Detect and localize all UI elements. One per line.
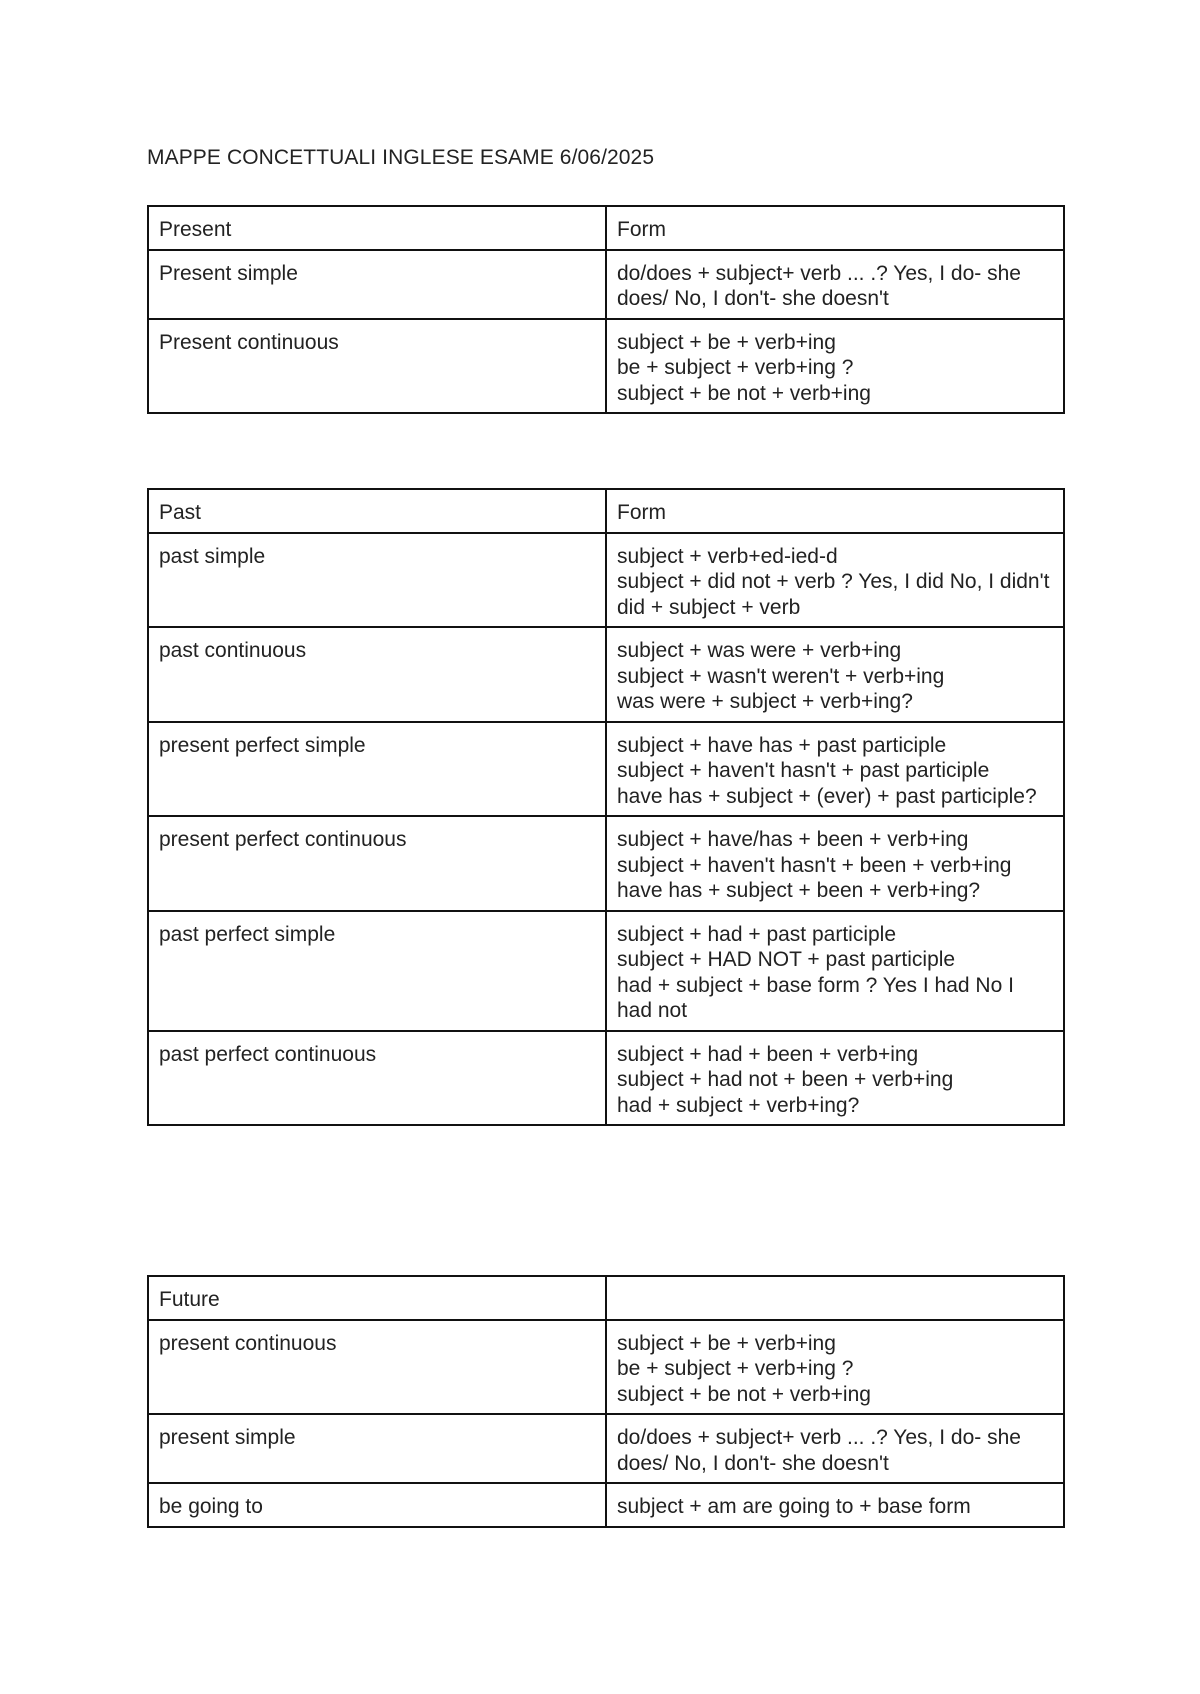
form-line: subject + be + verb+ing [617,1331,836,1355]
past-tenses-table [147,488,1065,1126]
form-line: subject + be not + verb+ing [617,1382,871,1406]
form-line: subject + had not + been + verb+ing [617,1068,954,1091]
form-cell [606,533,1064,628]
header-form-cell: Form [606,206,1064,250]
form-line: did + subject + verb [617,595,801,619]
form-line: subject + wasn't weren't + verb+ing [617,664,945,688]
tense-name-cell: past perfect simple [148,911,606,1031]
form-cell [606,722,1064,817]
present-tenses-table [147,205,1065,414]
tense-name-cell: past simple [148,533,606,628]
form-cell [606,1414,1064,1483]
document-title: MAPPE CONCETTUALI INGLESE ESAME 6/06/2025 [147,146,655,169]
form-line: have has + subject + (ever) + past participle? [617,784,1037,808]
form-line: subject + verb+ed-ied-d [617,544,838,568]
form-line: subject + HAD NOT + past participle [617,948,956,971]
tense-name-cell: present continuous [148,1320,606,1415]
header-form-cell: Form [606,489,1064,533]
header-form-cell [606,1276,1064,1320]
form-line: subject + haven't hasn't + been + verb+ing [617,853,1012,877]
form-line: subject + haven't hasn't + past participle [617,759,990,782]
table-row [148,1414,1064,1483]
table-row [148,627,1064,722]
form-line: subject + did not + verb ? Yes, I did No, I didn't [617,570,1050,593]
form-line: subject + be + verb+ing [617,330,836,354]
form-line: had + subject + base form ? Yes I had No I had not [617,973,1014,1022]
form-line: do/does + subject+ verb ... .? Yes, I do- she does/ No, I don't- she doesn't [617,261,1021,310]
table-row [148,1483,1064,1527]
form-cell [606,1031,1064,1126]
table-row [148,816,1064,911]
form-cell [606,911,1064,1031]
tense-name-cell: past continuous [148,627,606,722]
form-line: subject + have has + past participle [617,733,947,757]
table-row [148,250,1064,319]
tense-name-cell: Present simple [148,250,606,319]
form-cell [606,319,1064,414]
table-row [148,911,1064,1031]
form-cell [606,1483,1064,1527]
form-line: subject + was were + verb+ing [617,639,902,662]
tense-name-cell: past perfect continuous [148,1031,606,1126]
table-row [148,319,1064,414]
tense-name-cell: present simple [148,1414,606,1483]
form-line: have has + subject + been + verb+ing? [617,879,981,902]
table-row [148,533,1064,628]
form-cell [606,250,1064,319]
table-row [148,722,1064,817]
tense-name-cell: be going to [148,1483,606,1527]
form-cell [606,627,1064,722]
form-line: subject + am are going to + base form [617,1495,971,1518]
table-row [148,1031,1064,1126]
table-header-row [148,1276,1064,1320]
form-line: be + subject + verb+ing ? [617,1357,854,1380]
table-header-row [148,489,1064,533]
form-cell [606,1320,1064,1415]
form-line: do/does + subject+ verb ... .? Yes, I do- she does/ No, I don't- she doesn't [617,1426,1021,1475]
header-tense-cell: Present [148,206,606,250]
tense-name-cell: present perfect continuous [148,816,606,911]
table-header-row [148,206,1064,250]
table-row [148,1320,1064,1415]
form-line: was were + subject + verb+ing? [617,690,913,713]
form-line: subject + be not + verb+ing [617,381,871,405]
future-tenses-table [147,1275,1065,1528]
tense-name-cell: present perfect simple [148,722,606,817]
form-line: subject + have/has + been + verb+ing [617,828,969,851]
form-line: subject + had + been + verb+ing [617,1042,919,1066]
form-cell [606,816,1064,911]
form-line: be + subject + verb+ing ? [617,356,854,379]
form-line: had + subject + verb+ing? [617,1093,860,1117]
header-tense-cell: Past [148,489,606,533]
tense-name-cell: Present continuous [148,319,606,414]
header-tense-cell: Future [148,1276,606,1320]
form-line: subject + had + past participle [617,922,897,946]
